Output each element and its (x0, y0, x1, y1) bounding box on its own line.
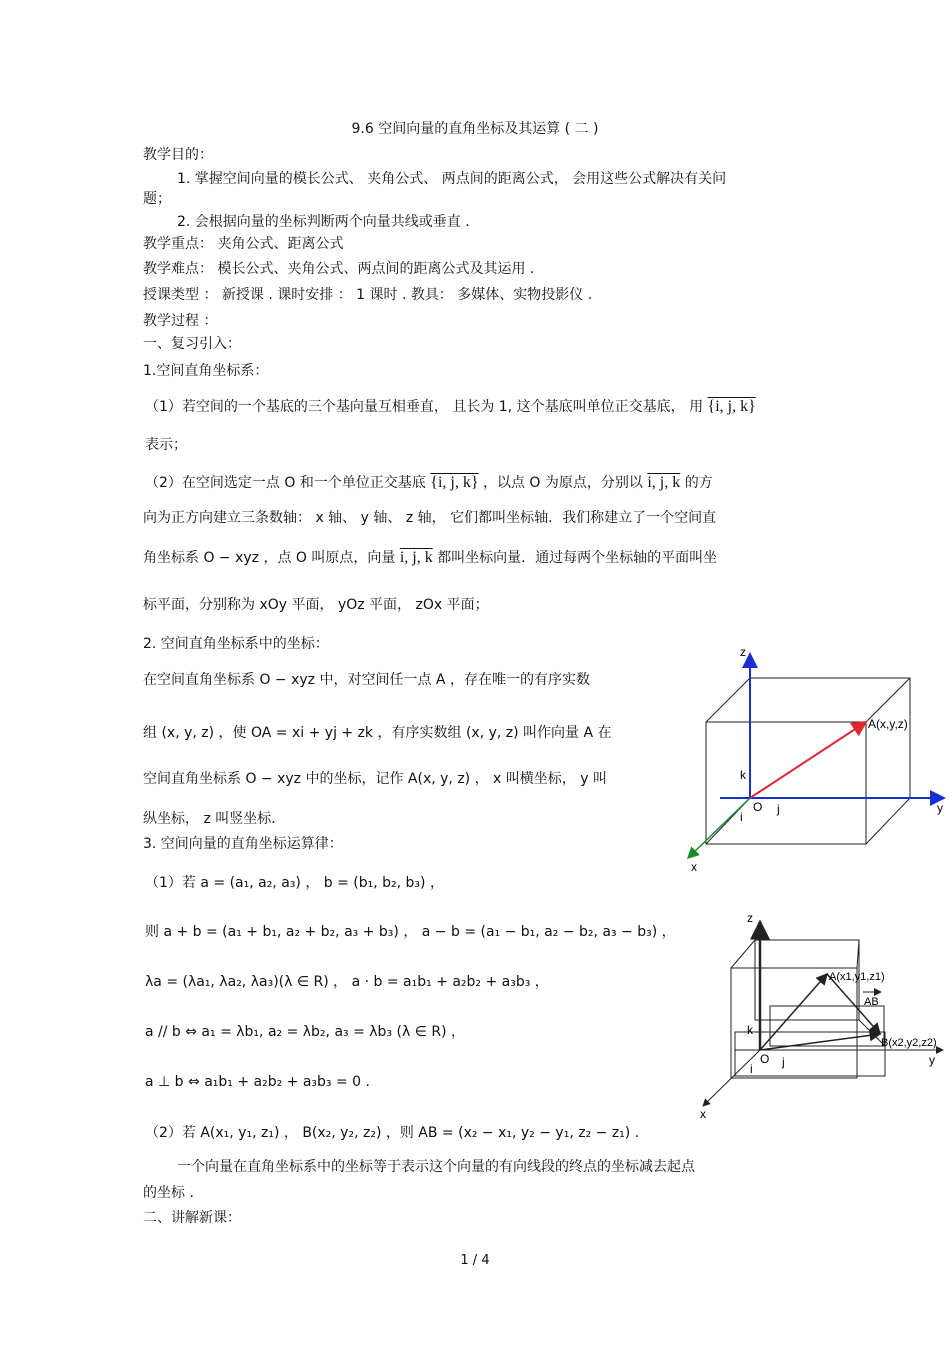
coord-line-4: 纵坐标， z 叫竖坐标． (143, 811, 286, 827)
goals-heading: 教学目的： (143, 147, 213, 163)
axes-paragraph: 向为正方向建立三条数轴： x 轴、 y 轴、 z 轴， 它们都叫坐标轴．我们称建立了一个空间直 (143, 510, 717, 526)
fig2-y-label: y (929, 1053, 935, 1067)
planes-paragraph: 标平面，分别称为 xOy 平面， yOz 平面， zOx 平面； (143, 597, 489, 613)
rule-4: a // b ⇔ a₁ = λb₁, a₂ = λb₂, a₃ = λb₃ (λ ∈ R) ， (145, 1024, 465, 1040)
basis-end: 表示； (145, 437, 187, 453)
fig1-y-label: y (937, 801, 943, 815)
coord-line-3: 空间直角坐标系 O − xyz 中的坐标，记作 A(x, y, z) ， x 叫横坐标， y 叫 (143, 771, 607, 787)
section-2-heading: 二、讲解新课： (143, 1210, 241, 1226)
vector-oa (750, 722, 866, 798)
note-line-2: 的坐标 . (143, 1185, 194, 1201)
item-3-heading: 3. 空间向量的直角坐标运算律： (143, 836, 343, 852)
system-paragraph (143, 549, 717, 567)
page-title: 9.6 空间向量的直角坐标及其运算 ( 二 ) (351, 121, 599, 137)
fig2-k-label: k (747, 1023, 753, 1037)
fig1-point-a-label: A(x,y,z) (868, 717, 908, 731)
goal-1: 1. 掌握空间向量的模长公式、 夹角公式、 两点间的距离公式， 会用这些公式解决有关问 (177, 171, 727, 187)
origin-text-a: （2）在空间选定一点 O 和一个单位正交基底 (145, 475, 426, 491)
rule-3: λa = (λa₁, λa₂, λa₃)(λ ∈ R) ， a · b = a₁b₁ + a₂b₂ + a₃b₃ ， (145, 974, 549, 990)
box-edges-2 (731, 940, 885, 1078)
fig2-point-a-label: A(x1,y1,z1) (829, 971, 885, 983)
item-2-heading: 2. 空间直角坐标系中的坐标： (143, 636, 329, 652)
origin-text-b: ，以点 O 为原点，分别以 (482, 475, 643, 491)
coord-line-2: 组 (x, y, z) ，使 OA = xi + yj + zk ，有序实数组 (x, y, z) 叫作向量 A 在 (143, 725, 612, 741)
goal-1-cont: 题； (143, 191, 171, 207)
fig1-j-label: j (777, 802, 780, 816)
basis-set: {i, j, k} (707, 398, 756, 415)
rule-5: a ⊥ b ⇔ a₁b₁ + a₂b₂ + a₃b₃ = 0 . (145, 1074, 370, 1090)
system-text-a: 角坐标系 O − xyz ，点 O 叫原点，向量 (143, 550, 396, 566)
rule-1: （1）若 a = (a₁, a₂, a₃) ， b = (b₁, b₂, b₃) ， (145, 875, 444, 891)
rule-2: 则 a + b = (a₁ + b₁, a₂ + b₂, a₃ + b₃) ， a − b = (a₁ − b₁, a₂ − b₂, a₃ − b₃) ， (145, 924, 676, 940)
fig2-z-label: z (747, 911, 753, 925)
basis-text: （1）若空间的一个基底的三个基向量互相垂直， 且长为 1, 这个基底叫单位正交基底， 用 (145, 399, 704, 415)
fig2-origin-label: O (760, 1052, 770, 1066)
fig1-origin-label: O (753, 800, 763, 814)
figure-vector-ab (695, 910, 950, 1125)
origin-text-c: 的方 (684, 475, 713, 491)
figure-coordinate-box (680, 640, 950, 875)
fig1-k-label: k (740, 768, 746, 782)
origin-vectors: i, j, k (647, 474, 681, 491)
fig2-j-label: j (782, 1055, 785, 1069)
origin-basis: {i, j, k} (430, 474, 479, 491)
fig1-z-label: z (740, 645, 746, 659)
coord-line-1: 在空间直角坐标系 O − xyz 中，对空间任一点 A ，存在唯一的有序实数 (143, 672, 590, 688)
paragraph-origin (145, 474, 713, 492)
difficulties: 教学难点： 模长公式、夹角公式、两点间的距离公式及其运用 . (143, 261, 535, 277)
item-1-heading: 1.空间直角坐标系： (143, 363, 269, 379)
coord-vectors: i, j, k (399, 549, 433, 566)
system-text-b: 都叫坐标向量．通过每两个坐标轴的平面叫坐 (437, 550, 718, 566)
note-line-1: 一个向量在直角坐标系中的坐标等于表示这个向量的有向线段的终点的坐标减去起点 (177, 1159, 695, 1175)
fig1-i-label: i (740, 810, 743, 824)
section-1-heading: 一、复习引入： (143, 336, 241, 352)
fig2-point-b-label: B(x2,y2,z2) (881, 1037, 937, 1049)
fig2-x-label: x (700, 1107, 706, 1121)
vector-ob (760, 1034, 880, 1050)
rule-6: （2）若 A(x₁, y₁, z₁) ， B(x₂, y₂, z₂) ，则 AB = (x₂ − x₁, y₂ − y₁, z₂ − z₁) . (145, 1125, 640, 1141)
fig2-ab-label: AB (864, 996, 879, 1008)
fig2-i-label: i (750, 1062, 753, 1076)
key-points: 教学重点： 夹角公式、距离公式 (143, 236, 344, 252)
x-axis (688, 798, 750, 858)
fig1-x-label: x (691, 860, 697, 874)
page-number: 1 / 4 (460, 1253, 490, 1268)
paragraph-basis (145, 398, 756, 416)
process-heading: 教学过程 ： (143, 313, 218, 329)
goal-2: 2. 会根据向量的坐标判断两个向量共线或垂直 . (177, 214, 470, 230)
lesson-info: 授课类型 ： 新授课 . 课时安排 ： 1 课时 . 教具： 多媒体、实物投影仪 . (143, 287, 593, 303)
